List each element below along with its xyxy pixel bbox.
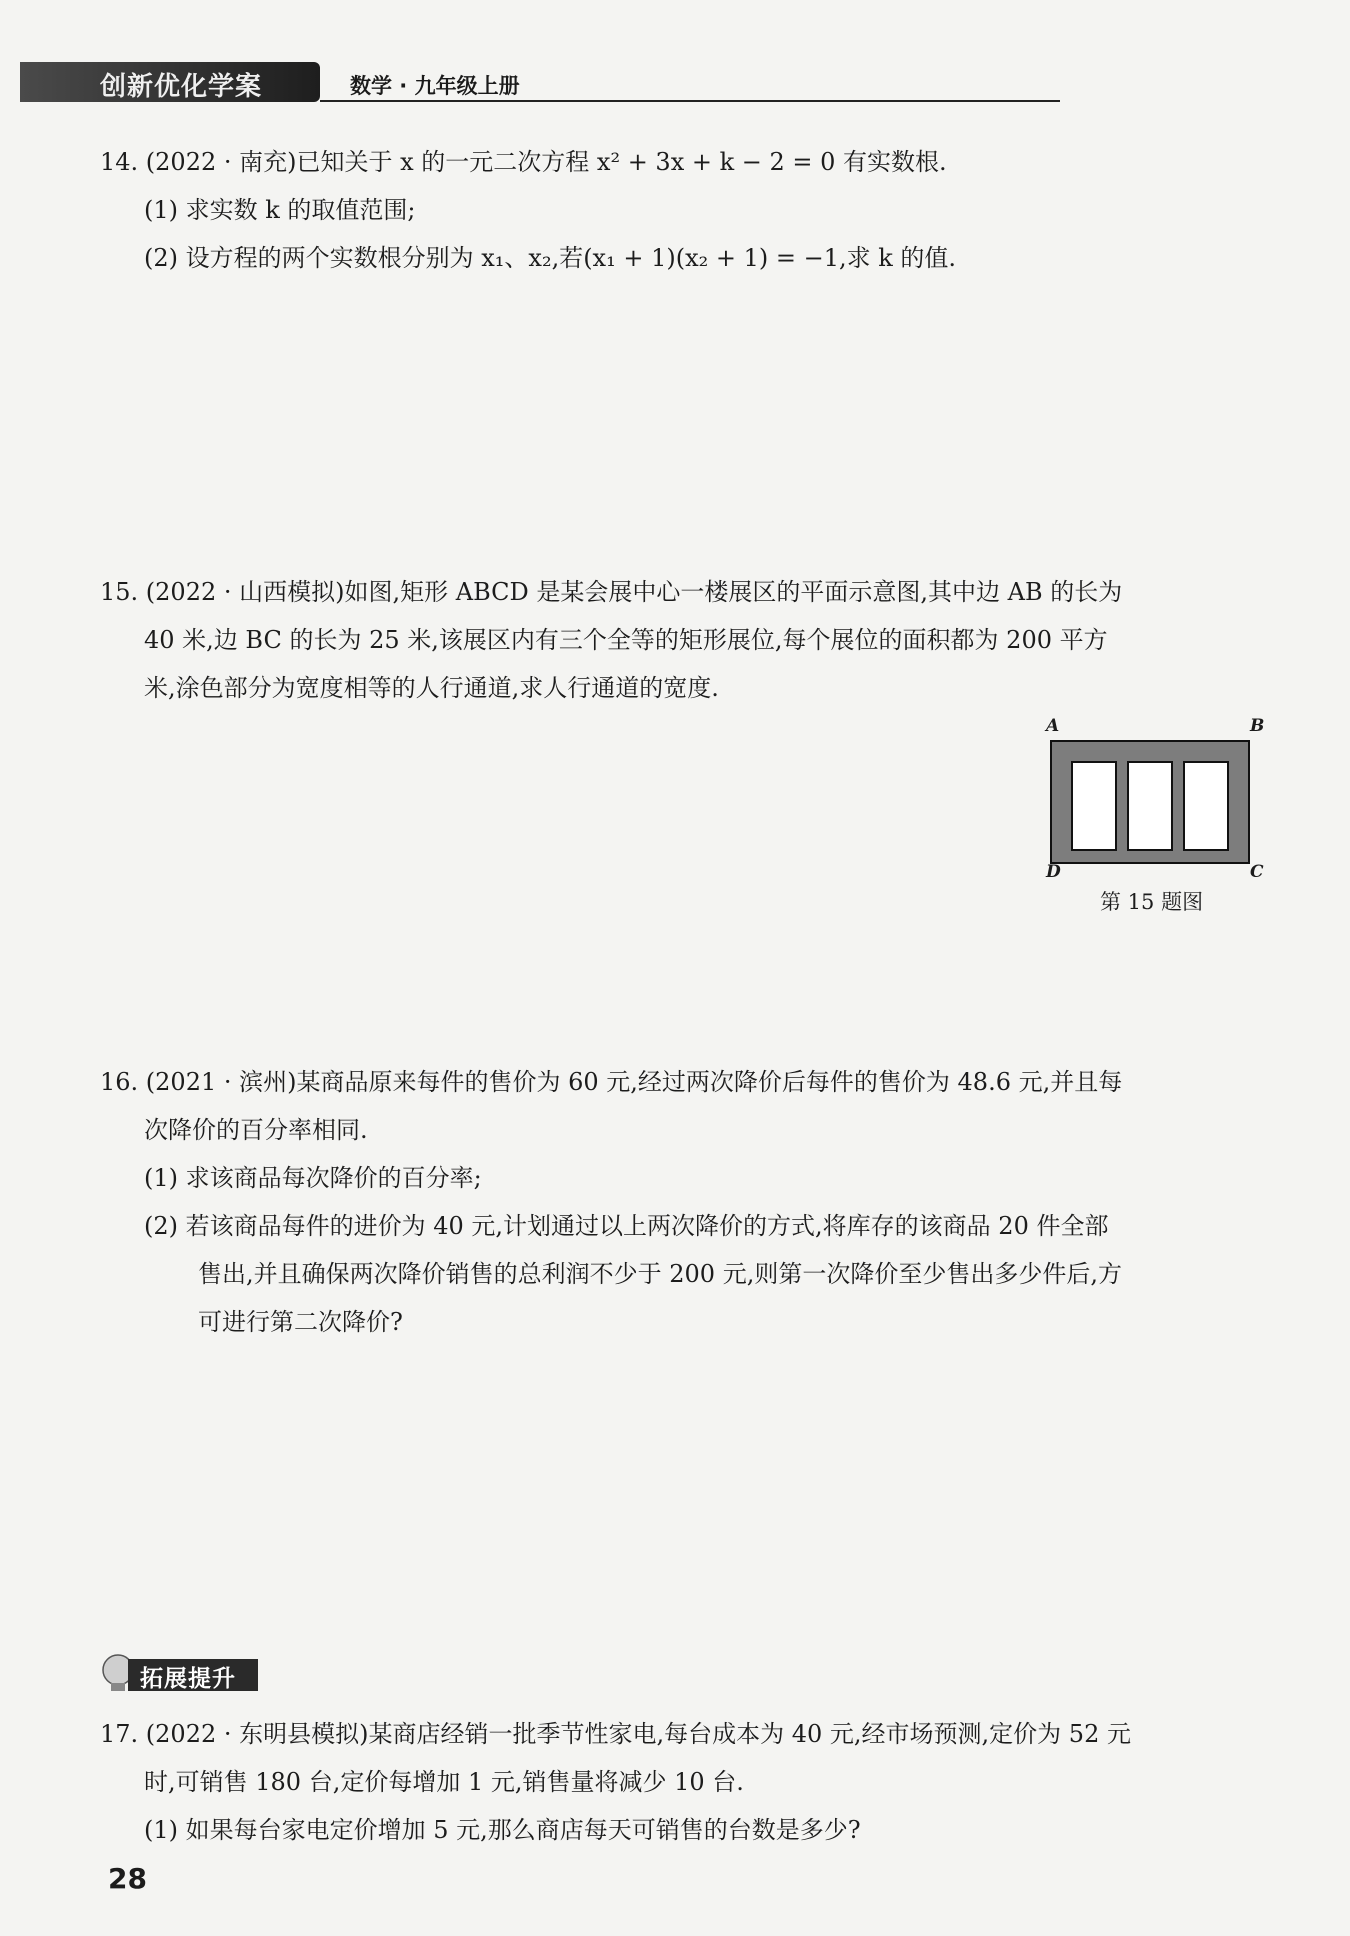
vertex-label-d: D xyxy=(1046,862,1061,882)
figure-15 xyxy=(1040,716,1280,916)
booth-3 xyxy=(1184,762,1228,850)
figure-caption: 第 15 题图 xyxy=(1100,890,1204,914)
question-16-line-2: 次降价的百分率相同. xyxy=(144,1116,368,1144)
question-17-line-2: 时,可销售 180 台,定价每增加 1 元,销售量将减少 10 台. xyxy=(144,1768,744,1796)
question-14-stem: 14. (2022 · 南充)已知关于 x 的一元二次方程 x² + 3x + k − 2 = 0 有实数根. xyxy=(100,148,947,176)
question-17-line-1: 17. (2022 · 东明县模拟)某商店经销一批季节性家电,每台成本为 40 元,经市场预测,定价为 52 元 xyxy=(100,1720,1131,1748)
booth-1 xyxy=(1072,762,1116,850)
question-14-part-1: (1) 求实数 k 的取值范围; xyxy=(144,196,416,224)
section-tag-label: 拓展提升 xyxy=(140,1666,236,1692)
question-17 xyxy=(100,1710,1280,1854)
page-header xyxy=(20,62,1050,102)
vertex-label-c: C xyxy=(1250,862,1264,882)
page-number: 28 xyxy=(108,1862,147,1895)
question-15 xyxy=(100,568,1280,712)
question-15-line-3: 米,涂色部分为宽度相等的人行通道,求人行通道的宽度. xyxy=(144,674,719,702)
question-15-line-1: 15. (2022 · 山西模拟)如图,矩形 ABCD 是某会展中心一楼展区的平面示意图,其中边 AB 的长为 xyxy=(100,578,1123,606)
header-rule xyxy=(320,100,1060,102)
booth-2 xyxy=(1128,762,1172,850)
question-17-part-1: (1) 如果每台家电定价增加 5 元,那么商店每天可销售的台数是多少? xyxy=(144,1816,861,1844)
question-15-line-2: 40 米,边 BC 的长为 25 米,该展区内有三个全等的矩形展位,每个展位的面积都为 200 平方 xyxy=(144,626,1108,654)
subject-title: 数学 · 九年级上册 xyxy=(350,74,520,98)
question-16-line-1: 16. (2021 · 滨州)某商品原来每件的售价为 60 元,经过两次降价后每件的售价为 48.6 元,并且每 xyxy=(100,1068,1123,1096)
question-16-part-2-cont: 售出,并且确保两次降价销售的总利润不少于 200 元,则第一次降价至少售出多少件后,方 xyxy=(198,1260,1122,1288)
vertex-label-b: B xyxy=(1250,716,1265,736)
question-16-part-2-end: 可进行第二次降价? xyxy=(198,1308,403,1336)
brand-banner xyxy=(20,62,320,102)
brand-title: 创新优化学案 xyxy=(100,72,263,102)
question-16-part-1: (1) 求该商品每次降价的百分率; xyxy=(144,1164,482,1192)
vertex-label-a: A xyxy=(1046,716,1060,736)
question-14-part-2: (2) 设方程的两个实数根分别为 x₁、x₂,若(x₁ + 1)(x₂ + 1) = −1,求 k 的值. xyxy=(144,244,957,272)
question-14 xyxy=(100,138,1280,282)
section-tag xyxy=(98,1653,268,1695)
question-16-part-2: (2) 若该商品每件的进价为 40 元,计划通过以上两次降价的方式,将库存的该商品 20 件全部 xyxy=(144,1212,1109,1240)
rectangle-abcd-diagram xyxy=(1050,740,1250,864)
question-16 xyxy=(100,1058,1280,1346)
